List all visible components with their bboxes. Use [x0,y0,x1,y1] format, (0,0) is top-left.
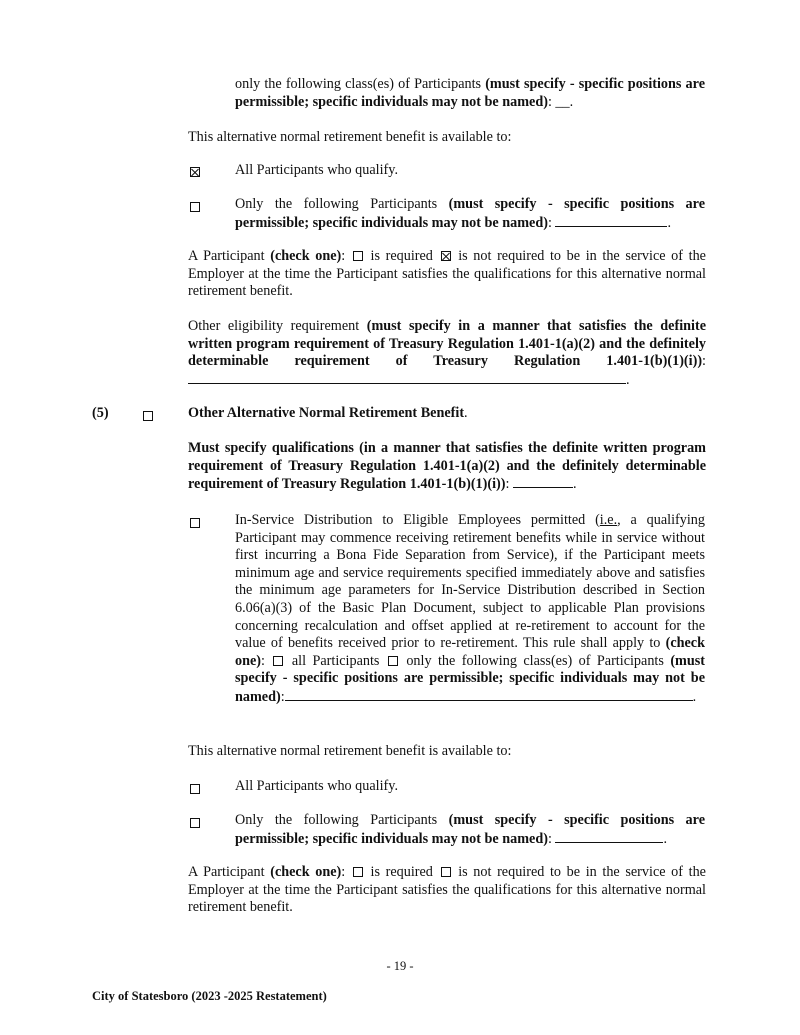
not-required-checkbox-1[interactable] [441,251,451,261]
only-following-label-2: Only the following Participants (must specify - specific positions are permissible; specific individuals may not be named): . [235,812,705,847]
only-following-checkbox-1[interactable] [188,199,202,217]
blank-line[interactable] [285,688,693,701]
required-checkbox-2[interactable] [353,867,363,877]
all-participants-label-1: All Participants who qualify. [235,162,398,178]
checked-box-icon [190,167,200,177]
empty-box-icon [190,202,200,212]
blank-line[interactable] [555,830,663,843]
other-eligibility-requirement: Other eligibility requirement (must specify in a manner that satisfies the definite written program requirement of Treasury Regulation 1.401-1(a)(2) and the definitely determinable requirement of Treasury Regulation 1.401-1(b)(1)(i)): . [188,318,706,388]
in-service-distribution: In-Service Distribution to Eligible Employees permitted (i.e., a qualifying Participant may commence receiving retirement benefits while in service without first incurring a Bona Fide Separation from Service), if the Participant meets minimum age and service requirements specified immediately above and satisfies the minimum age parameters for In-Service Distribution described in Section 6.06(a)(3) of the Basic Plan Document, subject to applicable Plan provisions concerning recalculation and offset applied at re-retirement to account for the value of benefits received prior to re-retirement. This rule shall apply to (check one): all Participants only the following class(es) of Participants (must specify - specific positions are permissible; specific individuals may not be named): . [235,512,706,705]
empty-box-icon [190,518,200,528]
must-specify-qualifications: Must specify qualifications (in a manner that satisfies the definite written program requirement of Treasury Regulation 1.401-1(a)(2) and the definitely determinable requirement of Treasury Regulation 1.401-1(b)(1)(i)): . [188,440,706,493]
class-participants-clause: only the following class(es) of Participants (must specify - specific positions are permissible; specific individuals may not be named): __. [235,76,705,110]
blank-line[interactable] [555,214,667,227]
class-participants-inservice-checkbox[interactable] [388,656,398,666]
service-requirement-1: A Participant (check one): is required is not required to be in the service of the Employer at the time the Participant satisfies the qualifications for this alternative normal retirement benefit. [188,248,706,300]
section-number: (5) [92,405,109,421]
in-service-checkbox[interactable] [188,515,202,533]
empty-box-icon [190,784,200,794]
empty-box-icon [143,411,153,421]
all-participants-inservice-checkbox[interactable] [273,656,283,666]
service-requirement-2: A Participant (check one): is required is not required to be in the service of the Employer at the time the Participant satisfies the qualifications for this alternative normal retirement benefit. [188,864,706,916]
section-5-checkbox[interactable] [141,408,155,426]
not-required-checkbox-2[interactable] [441,867,451,877]
required-checkbox-1[interactable] [353,251,363,261]
section-5-title: Other Alternative Normal Retirement Benefit. [188,405,468,421]
page-number: - 19 - [386,959,414,973]
empty-box-icon [190,818,200,828]
footer-title: City of Statesboro (2023 -2025 Restatement) [92,989,327,1003]
availability-heading-2: This alternative normal retirement benefit is available to: [188,743,512,759]
blank-line[interactable] [513,475,573,488]
only-following-checkbox-2[interactable] [188,815,202,833]
availability-heading-1: This alternative normal retirement benefit is available to: [188,129,512,145]
blank-line[interactable] [188,371,626,384]
all-participants-checkbox-2[interactable] [188,781,202,799]
only-following-label-1: Only the following Participants (must specify - specific positions are permissible; specific individuals may not be named): . [235,196,705,231]
all-participants-label-2: All Participants who qualify. [235,778,398,794]
all-participants-checkbox-1[interactable] [188,164,202,182]
